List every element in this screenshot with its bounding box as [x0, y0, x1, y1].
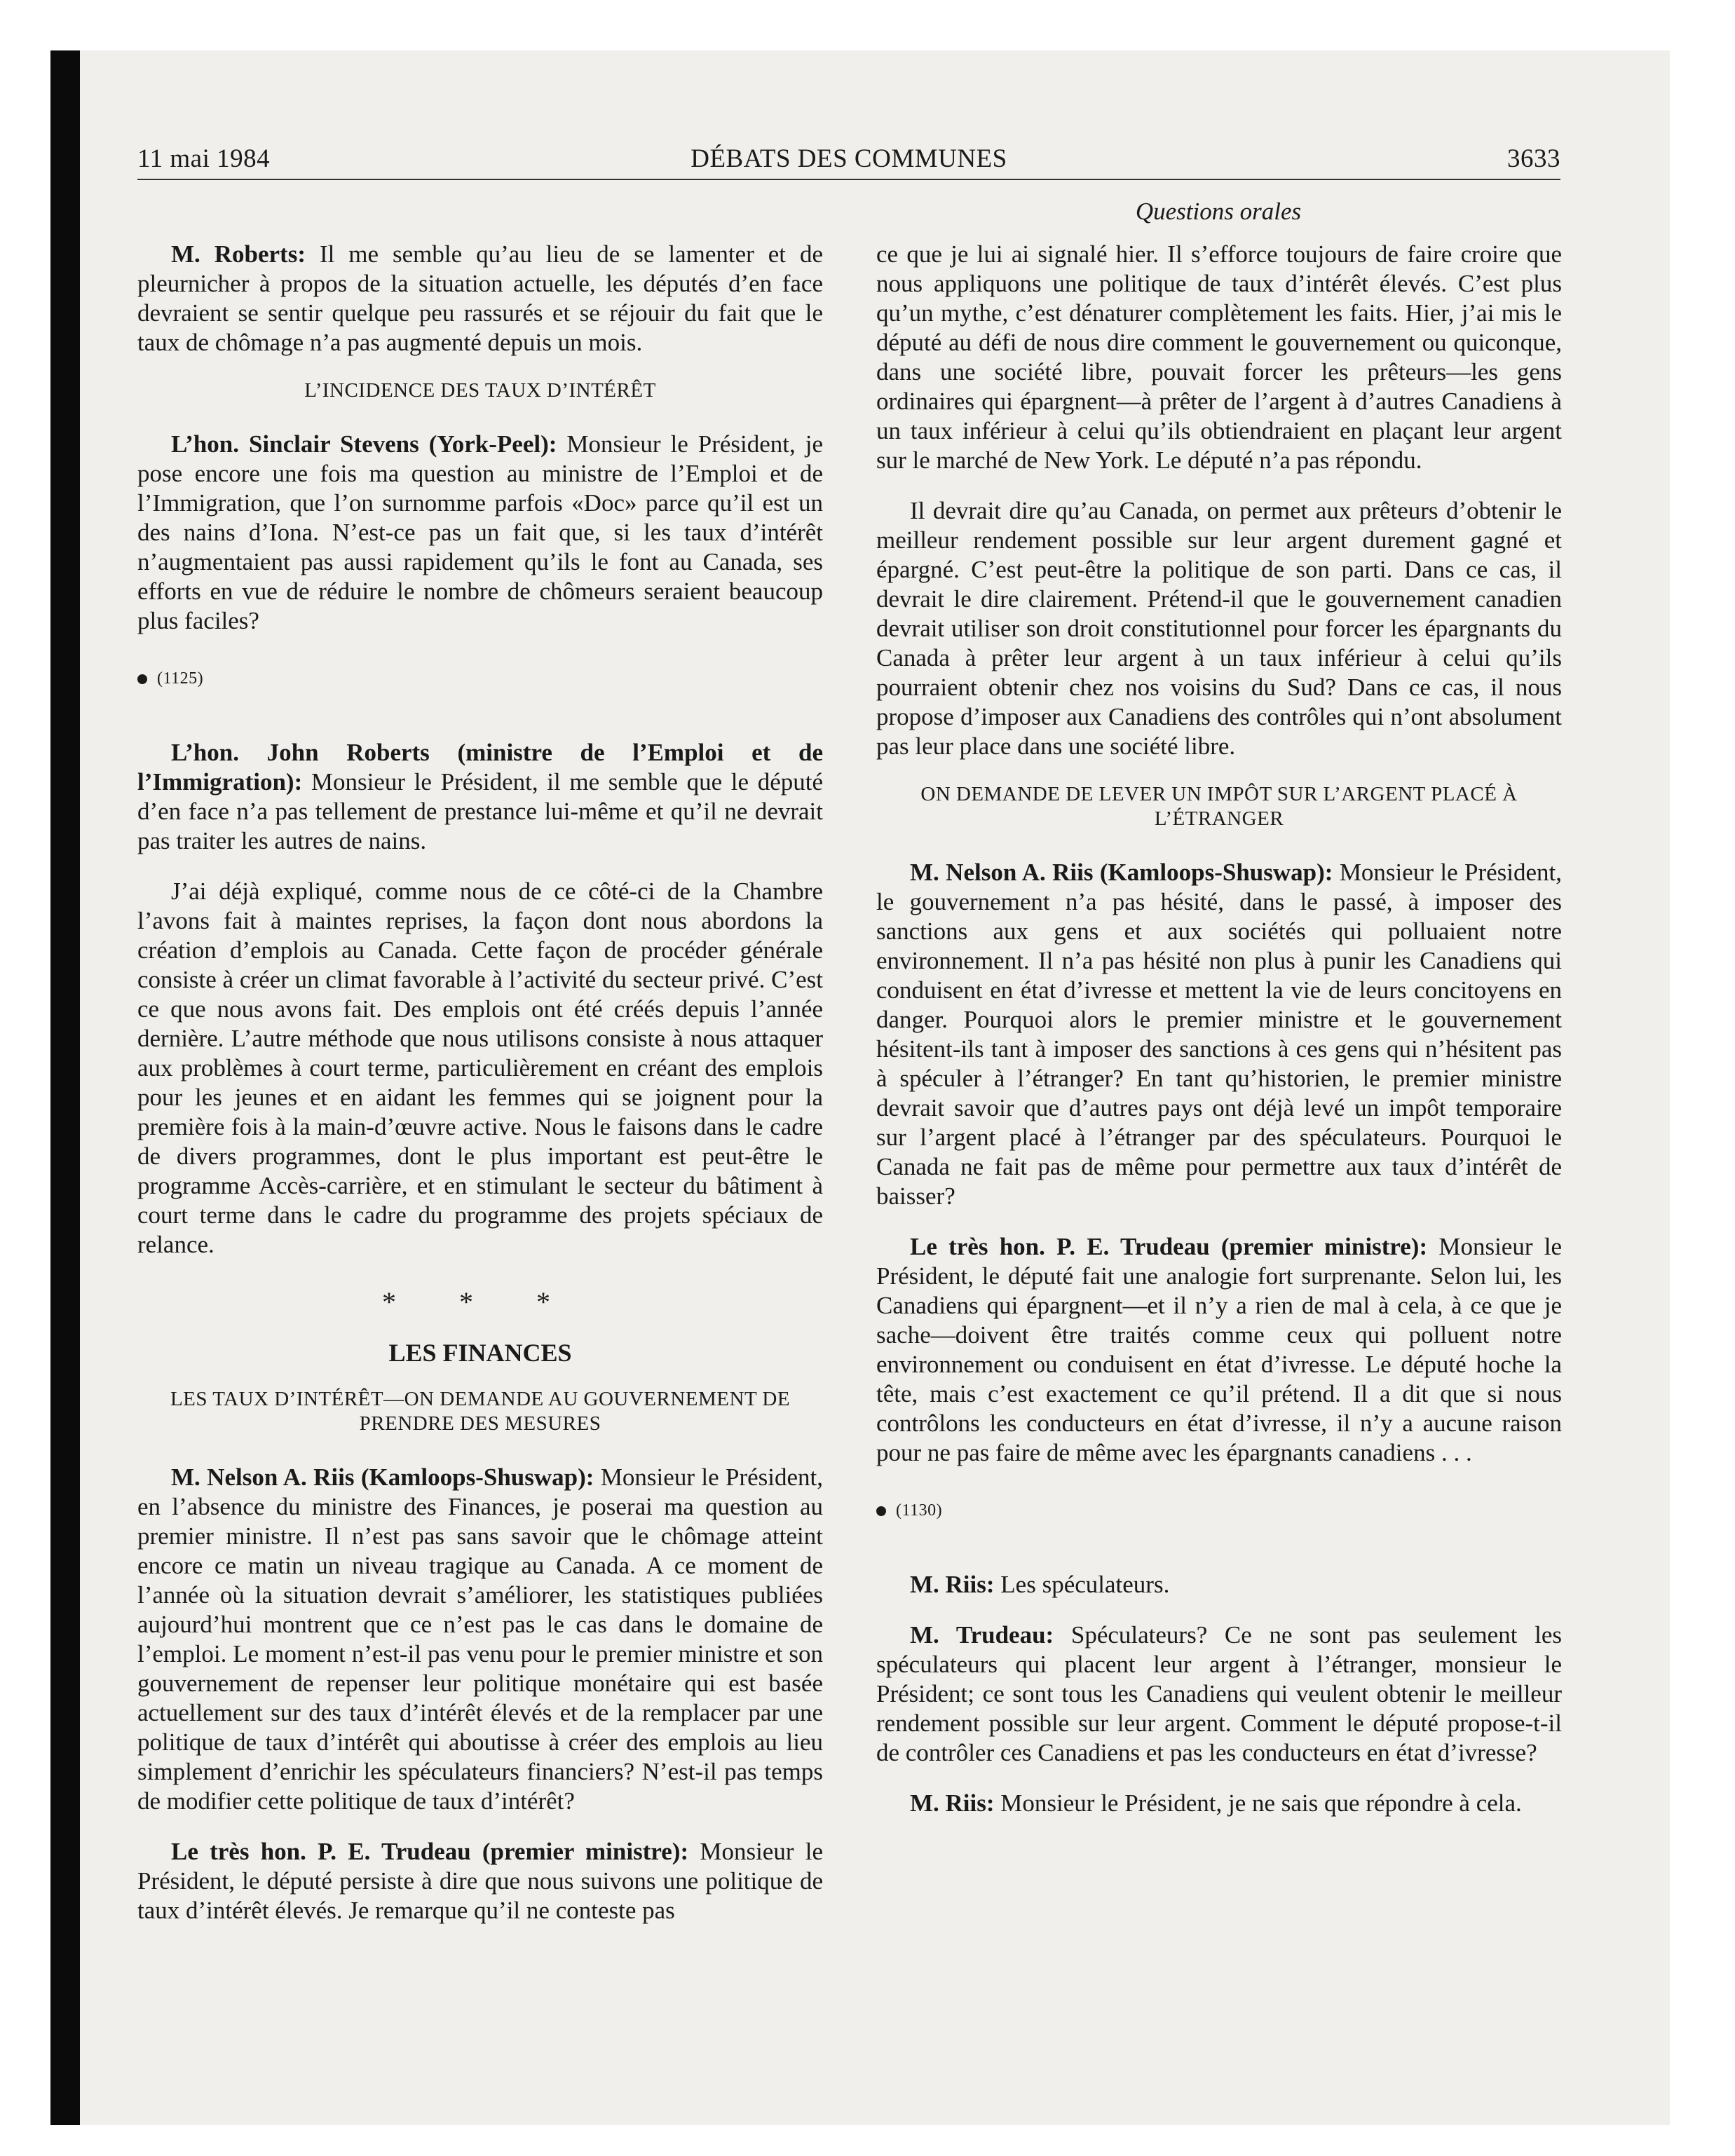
paragraph-text: Spéculateurs? Ce ne sont pas seulement les spéculateurs qui placent leur argent à l’étranger, monsieur le Président; ce sont tous les Canadiens qui veulent obtenir le meilleur rendement possible sur leur argent. Comment le député propose-t-il de contrôler ces Canadiens et pas les conducteurs en état d’ivresse?	[876, 1621, 1562, 1766]
paragraph	[876, 1232, 1562, 1468]
paragraph-text: Les spéculateurs.	[994, 1571, 1170, 1598]
bullet-icon	[876, 1506, 886, 1516]
paragraph	[137, 240, 823, 357]
section-title: LES FINANCES	[388, 1339, 572, 1367]
paragraph-text: Monsieur le Président, il me semble que le député d’en face n’a pas tellement de prestance lui-même et qu’il ne devrait pas traiter les autres de nains.	[137, 768, 823, 854]
speaker-name: M. Nelson A. Riis (Kamloops-Shuswap):	[910, 859, 1333, 886]
subheading-line: LES TAUX D’INTÉRÊT—ON DEMANDE AU GOUVERNEMENT DE	[170, 1388, 791, 1410]
running-head: Questions orales	[1135, 198, 1302, 225]
header-date: 11 mai 1984	[137, 144, 271, 173]
paragraph: ce que je lui ai signalé hier. Il s’efforce toujours de faire croire que nous appliquons une politique de taux d’intérêt élevés. C’est plus qu’un mythe, c’est dénaturer complètement les faits. Hier, j’ai mis le député au défi de nous dire comment le gouvernement ou quiconque, dans une société libre, pouvait forcer les prêteurs—les gens ordinaires qui épargnent—à prêter de l’argent à d’autres Canadiens à un taux inférieur à celui qu’ils obtiendraient en plaçant leur argent sur le marché de New York. Le député n’a pas répondu.	[876, 240, 1562, 474]
paragraph: Il devrait dire qu’au Canada, on permet aux prêteurs d’obtenir le meilleur rendement possible sur leur argent durement gagné et épargné. C’est peut-être la politique de son parti. Dans ce cas, il devrait le dire clairement. Prétend-il que le gouvernement canadien devrait utiliser son droit constitutionnel pour forcer les épargnants du Canada à prêter leur argent à un taux inférieur à celui qu’ils pourraient obtenir chez nos voisins du Sud? Dans ce cas, il nous propose d’imposer aux Canadiens des contrôles qui n’ont absolument pas leur place dans une société libre.	[876, 497, 1562, 760]
paragraph-text: Il me semble qu’au lieu de se lamenter et de pleurnicher à propos de la situation actuelle, les députés d’en face devraient se sentir quelque peu rassurés et se réjouir du fait que le taux de chômage n’a pas augmenté depuis un mois.	[137, 240, 823, 356]
speaker-name: L’hon. Sinclair Stevens (York-Peel):	[171, 430, 557, 458]
speaker-name: M. Riis:	[910, 1789, 995, 1817]
subheading	[876, 782, 1562, 831]
paragraph	[137, 738, 823, 856]
paragraph	[876, 858, 1562, 1211]
paragraph: J’ai déjà expliqué, comme nous de ce côté-ci de la Chambre l’avons fait à maintes reprises, la façon dont nous abordons la création d’emplois au Canada. Cette façon de procéder générale consiste à créer un climat favorable à l’activité du secteur privé. C’est ce que nous avons fait. Des emplois ont été créés depuis l’année dernière. L’autre méthode que nous utilisons consiste à nous attaquer aux problèmes à court terme, particulièrement en créant des emplois pour les jeunes et en aidant les femmes qui se joignent pour la première fois à la main-d’œuvre active. Nous le faisons dans le cadre de divers programmes, dont le plus important est peut-être le programme Accès-carrière, et en stimulant le secteur du bâtiment à court terme dans le cadre du programme des projets spéciaux de relance.	[137, 878, 823, 1258]
right-column	[876, 240, 1562, 1839]
speaker-name: Le très hon. P. E. Trudeau (premier ministre):	[171, 1838, 689, 1865]
paragraph	[876, 1570, 1562, 1599]
paragraph	[137, 1837, 823, 1925]
timestamp-text: (1125)	[157, 669, 204, 688]
speaker-name: M. Roberts:	[171, 240, 306, 268]
subheading	[137, 1387, 823, 1436]
speaker-name: L’hon. John Roberts (ministre de l’Emploi et de l’Immigration):	[137, 739, 823, 796]
subheading: L’INCIDENCE DES TAUX D’INTÉRÊT	[304, 379, 656, 402]
subheading-line: L’ÉTRANGER	[1154, 807, 1284, 830]
subheading-line: ON DEMANDE DE LEVER UN IMPÔT SUR L’ARGENT PLACÉ À	[920, 783, 1518, 805]
speaker-name: M. Trudeau:	[910, 1621, 1054, 1649]
paragraph	[137, 1463, 823, 1816]
scan-edge-shadow	[50, 50, 80, 2125]
left-column	[137, 240, 823, 1946]
bullet-icon	[137, 674, 147, 684]
paragraph-text: Monsieur le Président, le député fait une analogie fort surprenante. Selon lui, les Canadiens qui épargnent—et il n’y a rien de mal à cela, à ce que je sache—doivent être traités comme ceux qui polluent notre environnement ou conduisent en état d’ivresse. Le député hoche la tête, mais c’est exactement ce qu’il prétend. Il a dit que si nous contrôlons les conducteurs en état d’ivresse, il n’y a aucune raison pour ne pas faire de même avec les épargnants canadiens . . .	[876, 1233, 1562, 1466]
paragraph	[137, 430, 823, 636]
paragraph	[876, 1789, 1562, 1818]
header-publication: DÉBATS DES COMMUNES	[690, 144, 1007, 173]
paragraph-text: Monsieur le Président, le député persiste à dire que nous suivons une politique de taux d’intérêt élevés. Je remarque qu’il ne conteste pas	[137, 1838, 823, 1924]
timestamp	[876, 1496, 1562, 1525]
paragraph-text: Monsieur le Président, en l’absence du ministre des Finances, je poserai ma question au premier ministre. Il n’est pas sans savoir que le chômage atteint encore ce matin un niveau tragique au Canada. A ce moment de l’année où la situation devrait s’améliorer, les statistiques publiées aujourd’hui montrent que ce n’est pas le cas dans le domaine de l’emploi. Le moment n’est-il pas venu pour le premier ministre et son gouvernement de repenser leur politique monétaire qui est basée actuellement sur des taux d’intérêt élevés et de la remplacer par une politique de taux d’intérêt qui aboutisse à créer des emplois au lieu simplement d’enrichir les spéculateurs financiers? N’est-il pas temps de modifier cette politique de taux d’intérêt?	[137, 1464, 823, 1815]
timestamp	[137, 664, 823, 693]
speaker-name: M. Nelson A. Riis (Kamloops-Shuswap):	[171, 1464, 594, 1491]
paragraph-text: Monsieur le Président, je ne sais que répondre à cela.	[994, 1789, 1522, 1817]
timestamp-text: (1130)	[896, 1501, 943, 1520]
paragraph	[876, 1621, 1562, 1768]
header-rule	[137, 179, 1560, 180]
paragraph-text: Monsieur le Président, je pose encore une fois ma question au ministre de l’Emploi et de l’Immigration, que l’on surnomme parfois «Doc» parce qu’il est un des nains d’Iona. N’est-ce pas un fait que, si les taux d’intérêt n’augmentaient pas aussi rapidement qu’ils le font au Canada, ses efforts en vue de réduire le nombre de chômeurs seraient beaucoup plus faciles?	[137, 430, 823, 634]
subheading-line: PRENDRE DES MESURES	[359, 1412, 601, 1435]
paragraph-text: Monsieur le Président, le gouvernement n’a pas hésité, dans le passé, à imposer des sanctions aux gens et aux sociétés qui polluaient notre environnement. Il n’a pas hésité non plus à punir les Canadiens qui conduisent en état d’ivresse et mettent la vie de leurs concitoyens en danger. Pourquoi alors le premier ministre et le gouvernement hésitent-ils tant à imposer des sanctions à ces gens qui n’hésitent pas à spéculer à l’étranger? En tant qu’historien, le premier ministre devrait savoir que d’autres pays ont déjà levé un impôt temporaire sur l’argent placé à l’étranger par des spéculateurs. Pourquoi le Canada ne fait pas de même pour permettre aux taux d’intérêt de baisser?	[876, 859, 1562, 1210]
speaker-name: M. Riis:	[910, 1571, 995, 1598]
section-separator: * * *	[382, 1286, 578, 1318]
header-page-number: 3633	[1507, 144, 1560, 173]
speaker-name: Le très hon. P. E. Trudeau (premier ministre):	[910, 1233, 1428, 1260]
